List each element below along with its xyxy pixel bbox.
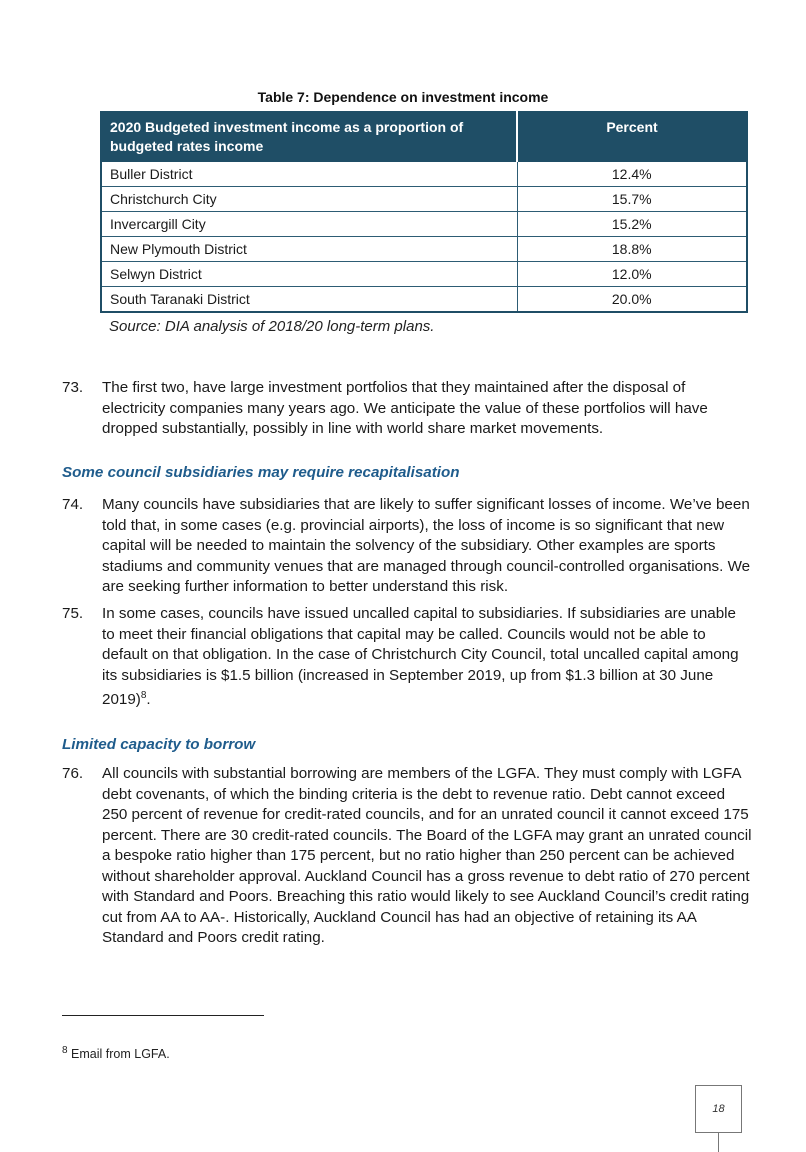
table-row (101, 162, 747, 187)
paragraph-74 (62, 495, 752, 598)
council-name: New Plymouth District (101, 237, 517, 262)
council-percent: 18.8% (517, 237, 747, 262)
council-percent: 15.2% (517, 212, 747, 237)
table-row (101, 187, 747, 212)
council-percent: 12.4% (517, 162, 747, 187)
header-proportion: 2020 Budgeted investment income as a proportion of budgeted rates income (101, 112, 517, 162)
page-number: 18 (712, 1103, 725, 1115)
table-source-note: Source: DIA analysis of 2018/20 long-term plans. (109, 318, 435, 335)
paragraph-number: 74. (62, 496, 84, 513)
council-name: Selwyn District (101, 262, 517, 287)
page-number-tick (718, 1133, 719, 1152)
table-row (101, 237, 747, 262)
paragraph-text (102, 604, 752, 711)
table-row (101, 262, 747, 287)
paragraph-75 (62, 604, 752, 711)
council-name: South Taranaki District (101, 287, 517, 313)
council-percent: 12.0% (517, 262, 747, 287)
paragraph-number: 76. (62, 765, 84, 782)
paragraph-body: In some cases, councils have issued uncalled capital to subsidiaries. If subsidiaries are unable to meet their financial obligations that capital may be called. Councils would not be able to default on that obligation. In the case of Christchurch City Council, total uncalled capital among its subsidiaries is $1.5 billion (increased in September 2019, up from $1.3 billion at 30 June 2019) (102, 605, 739, 709)
paragraph-number: 75. (62, 605, 84, 622)
paragraph-text: The first two, have large investment portfolios that they maintained after the disposal of electricity companies many years ago. We anticipate the value of these portfolios will have dropped substantially, possibly in line with world share market movements. (102, 379, 708, 437)
council-name: Buller District (101, 162, 517, 187)
paragraph-text: All councils with substantial borrowing are members of the LGFA. They must comply with LGFA debt covenants, of which the binding criteria is the debt to revenue ratio. Debt cannot exceed 250 percent of revenue for credit-rated councils, and for an unrated council it cannot exceed 175 percent. There are 30 credit-rated councils. The Board of the LGFA may grant an unrated council a bespoke ratio higher than 175 percent, but no ratio higher than 250 percent can be achieved without shareholder approval. Auckland Council has a gross revenue to debt ratio of 270 percent with Standard and Poors. Breaching this ratio would likely to see Auckland Council’s credit rating cut from AA to AA-. Historically, Auckland Council has had an objective of retaining its AA Standard and Poors credit rating. (102, 765, 752, 946)
page-number-box (695, 1085, 742, 1133)
paragraph-end: . (146, 691, 151, 709)
council-percent: 15.7% (517, 187, 747, 212)
table-row (101, 287, 747, 313)
council-percent: 20.0% (517, 287, 747, 313)
paragraph-76 (62, 764, 752, 949)
paragraph-73 (62, 378, 752, 440)
header-percent: Percent (517, 112, 747, 162)
footnote (62, 1045, 170, 1061)
footnote-number: 8 (62, 1045, 68, 1056)
footnote-divider (62, 1015, 264, 1016)
investment-income-table (100, 111, 748, 313)
paragraph-text: Many councils have subsidiaries that are likely to suffer significant losses of income. We’ve been told that, in some cases (e.g. provincial airports), the loss of income is so significant that new capital will be needed to maintain the solvency of the subsidiary. Other examples are sports stadiums and community venues that are managed through council-controlled organisations. We are seeking further information to better understand this risk. (102, 496, 751, 595)
footnote-text: Email from LGFA. (67, 1047, 170, 1062)
table-header-row (101, 112, 747, 162)
footnote-reference[interactable]: 8 (140, 690, 147, 701)
section-heading-borrow: Limited capacity to borrow (62, 736, 256, 753)
council-name: Invercargill City (101, 212, 517, 237)
paragraph-number: 73. (62, 379, 84, 396)
table-caption: Table 7: Dependence on investment income (257, 89, 549, 105)
table-row (101, 212, 747, 237)
section-heading-recapitalisation: Some council subsidiaries may require recapitalisation (62, 464, 460, 481)
council-name: Christchurch City (101, 187, 517, 212)
